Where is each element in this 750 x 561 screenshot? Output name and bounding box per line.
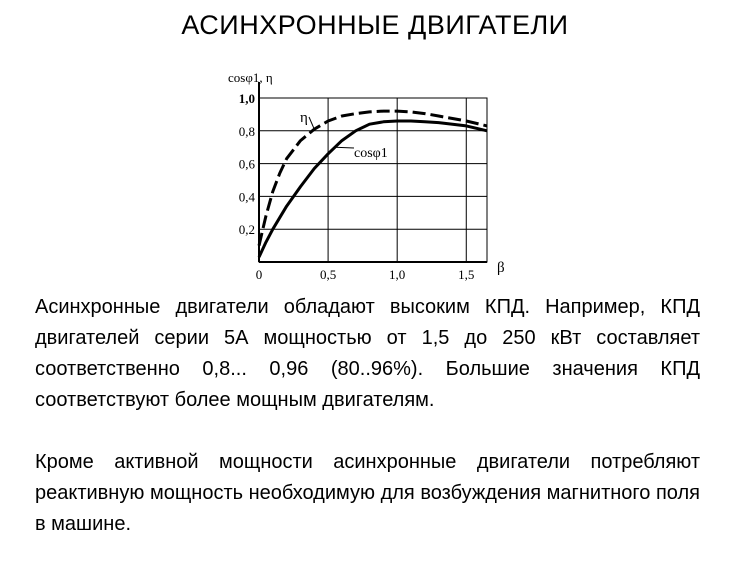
series-leader-eta — [309, 117, 314, 129]
x-axis-label: β — [497, 260, 505, 276]
paragraph-efficiency: Асинхронные двигатели обладают высоким КПД. Например, КПД двигателей серии 5А мощностью от 1,5 до 250 кВт составляет соответственно 0,8... 0,96 (80..96%). Большие значения КПД соответствуют более мощным двигателям. — [35, 296, 700, 411]
y-tick-label: 0,4 — [238, 189, 255, 205]
y-tick-label: 0,8 — [238, 123, 255, 139]
x-tick-label: 0,5 — [319, 267, 337, 282]
x-tick-label: 1,0 — [389, 267, 406, 282]
x-tick-label: 0 — [255, 267, 263, 282]
chart-series — [259, 111, 487, 257]
page-title: АСИНХРОННЫЕ ДВИГАТЕЛИ — [181, 10, 569, 40]
y-tick-label: 0,6 — [238, 156, 255, 172]
series-label-cos: cosφ1 — [354, 146, 388, 161]
chart-axes — [259, 82, 487, 262]
paragraph-reactive-power: Кроме активной мощности асинхронные двигатели потребляют реактивную мощность необходимую для возбуждения магнитного поля в машине. — [35, 451, 700, 535]
series-label-eta: η — [300, 110, 308, 126]
x-tick-label: 1,5 — [458, 267, 475, 282]
y-tick-label: 1,0 — [238, 91, 255, 106]
y-axis-label: cosφ1, η — [228, 70, 273, 85]
series-leader-cos — [335, 147, 354, 148]
series-line-1 — [259, 121, 487, 257]
y-tick-label: 0,2 — [238, 222, 255, 238]
